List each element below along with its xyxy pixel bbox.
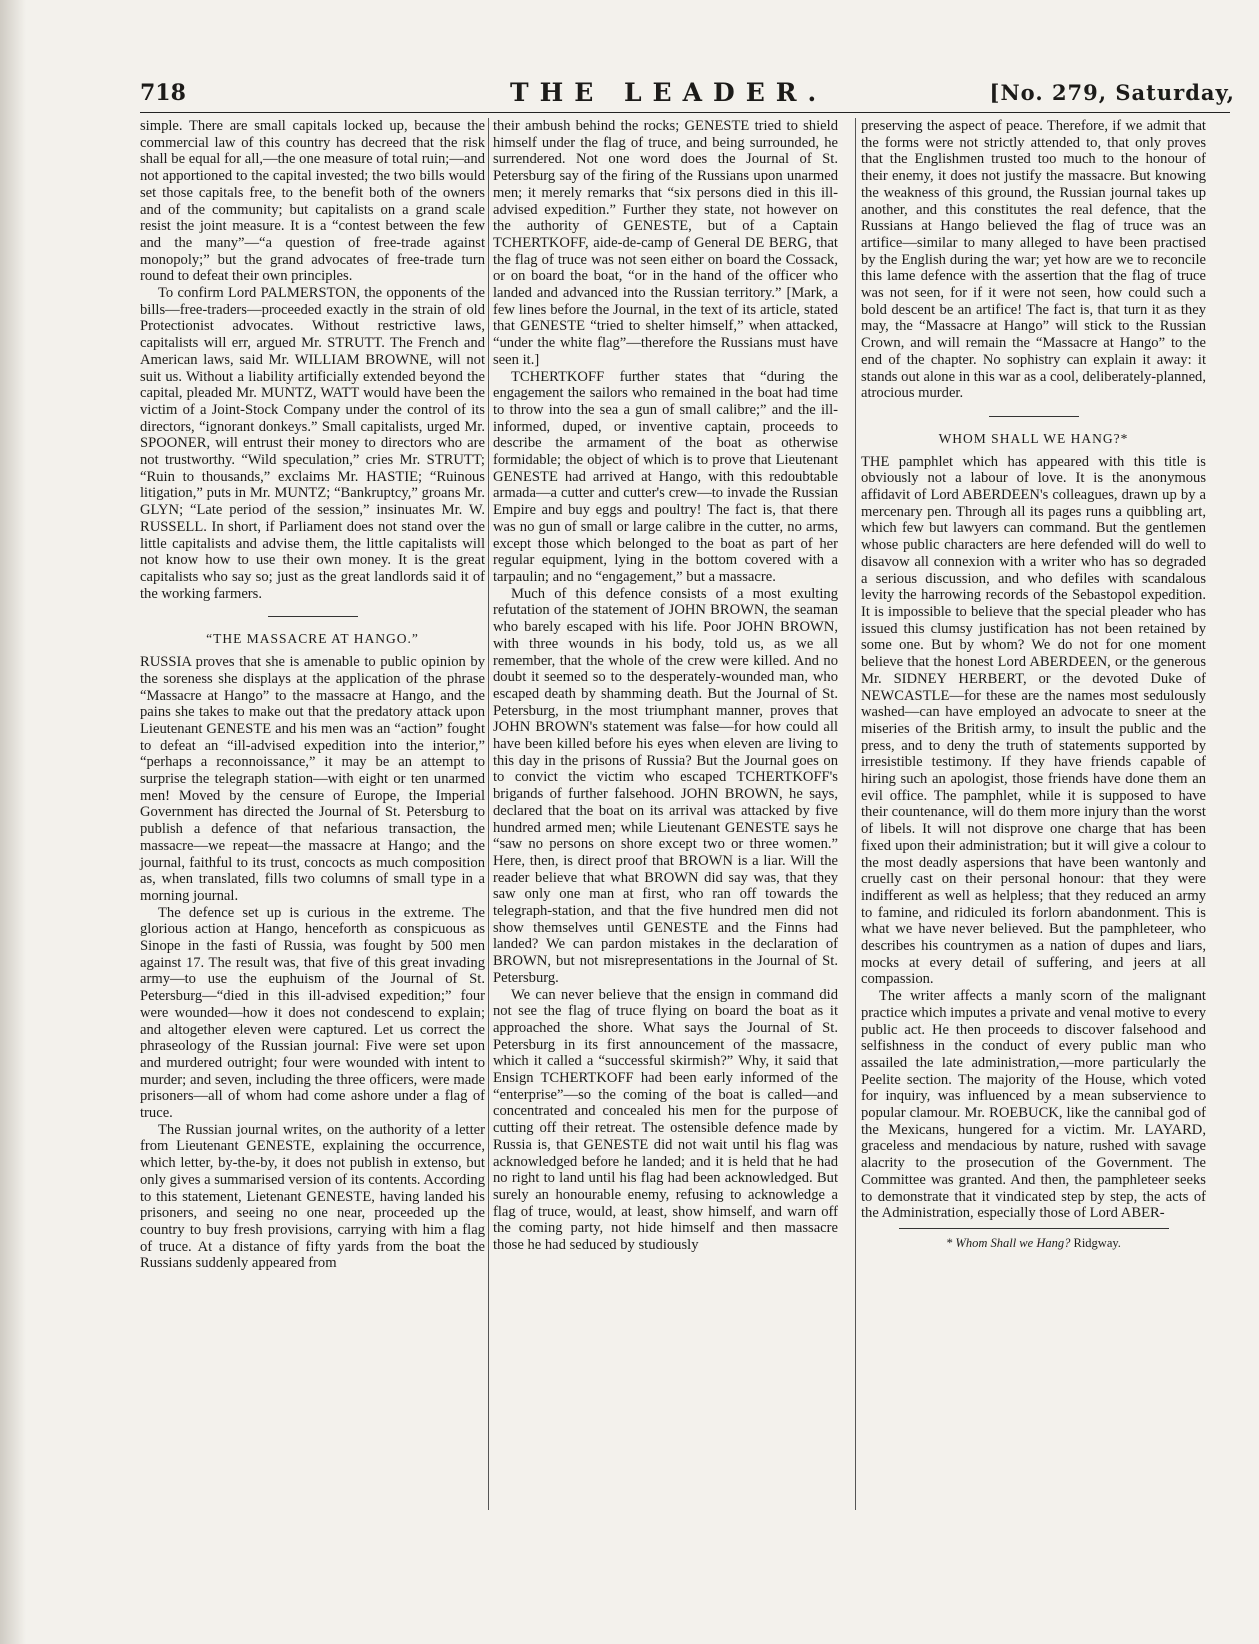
paragraph: RUSSIA proves that she is amenable to public opinion by the soreness she displays at the application of the phrase “Massacre at Hango” to the massacre at Hango, and the pains she takes to make out that the predatory attack upon Lieutenant GENESTE and his men was an “action” fought to defeat an “ill-advised expedition into the interior,” “perhaps a reconnoissance,” it may be an attempt to surprise the telegraph station—with eight or ten unarmed men! Moved by the censure of Europe, the Imperial Government has directed the Journal of St. Petersburg to publish a defence of that nefarious transaction, the massacre—we repeat—the massacre at Hango; and the journal, faithful to its trust, concocts as much composition as, when translated, fills two columns of small type in a morning journal. [140,654,485,904]
paragraph: simple. There are small capitals locked up, because the commercial law of this country has decreed that the risk shall be equal for all,—the one measure of total ruin;—and not apportioned to the capital invested; the two bills would set those capitals free, to the benefit both of the owners and of the community; but capitalists on a grand scale resist the joint measure. It is a “contest between the few and the many”—“a question of free-trade against monopoly;” but the grand advocates of free-trade turn round to defeat their own principles. [140,118,485,285]
paragraph: The Russian journal writes, on the authority of a letter from Lieutenant GENESTE, explaining the occurrence, which letter, by-the-by, it does not publish in extenso, but only gives a summarised version of its contents. According to this statement, Lietenant GENESTE, having landed his prisoners, and seeing no one near, proceeded up the country to buy fresh provisions, carrying with him a flag of truce. At a distance of fifty yards from the boat the Russians suddenly appeared from [140,1121,485,1272]
footnote-rule [899,1228,1169,1229]
paragraph: The writer affects a manly scorn of the malignant practice which imputes a private and venal motive to every public act. He then proceeds to discover falsehood and selfishness in the conduct of every public man who assailed the late administration,—more particularly the Peelite section. The majority of the House, which voted for inquiry, was influenced by a mean subservience to popular clamour. Mr. ROEBUCK, like the cannibal god of the Mexicans, hungered for a victim. Mr. LAYARD, graceless and mendacious by nature, rushed with savage alacrity to the prosecution of the Government. The Committee was granted. And then, the pamphleteer seeks to demonstrate that it vindicated step by step, the acts of the Administration, especially those of Lord ABER- [861,988,1206,1222]
footnote-publisher: Ridgway. [1073,1236,1121,1250]
section-divider [268,616,358,617]
column-divider [488,118,489,1510]
paragraph: preserving the aspect of peace. Therefore, if we admit that the forms were not strictly attended to, that only proves that the Englishmen trusted too much to the honour of their enemy, it does not justify the massacre. But knowing the weakness of this ground, the Russian journal takes up another, and this constitutes the real defence, that the Russians at Hango believed the flag of truce was an artifice—similar to many alleged to have been practised by the English during the war; yet how are we to reconcile this lame defence with the assertion that the flag of truce was not seen, for if it were not seen, how could such a bold descent be an artifice! The fact is, that turn it as they may, the “Massacre at Hango” will stick to the Russian Crown, and will remain the “Massacre at Hango” to the end of the chapter. No sophistry can explain it away: it stands out alone in this war as a cool, deliberately-planned, atrocious murder. [861,118,1206,402]
article-heading: WHOM SHALL WE HANG?* [938,430,1129,446]
section-divider [989,416,1079,417]
footnote [861,1235,1206,1252]
newspaper-title: THE LEADER. [510,78,828,107]
page-edge-shadow [0,0,26,1644]
article-heading: “THE MASSACRE AT HANGO.” [206,631,419,647]
paragraph: Much of this defence consists of a most exulting refutation of the statement of JOHN BROWN, the seaman who barely escaped with his life. Poor JOHN BROWN, with three wounds in his body, told us, as we all remember, that the whole of the crew were killed. And no doubt it seemed so to the desperately-wounded man, who escaped death by shamming death. But the Journal of St. Petersburg, in the most triumphant manner, proves that JOHN BROWN's statement was false—for how could all have been killed before his eyes when eleven are living to this day in the prisons of Russia? But the Journal goes on to convict the victim who escaped TCHERTKOFF's brigands of further falsehood. JOHN BROWN, he says, declared that the boat on its arrival was attacked by five hundred armed men; while Lieutenant GENESTE says he “saw no persons on shore except two or three women.” Here, then, is direct proof that BROWN is a liar. Will the reader believe that what BROWN did say was, that they saw only one man at first, who ran off towards the telegraph-station, and that the five hundred men did not show themselves until GENESTE and the Finns had landed? We can pardon mistakes in the declaration of BROWN, but not misrepresentations in the Journal of St. Petersburg. [493,585,838,986]
paragraph: The defence set up is curious in the extreme. The glorious action at Hango, henceforth as conspicuous as Sinope in the fasti of Russia, was fought by 500 men against 17. The result was, that five of this great invading army—to use the euphuism of the Journal of St. Petersburg—“died in this ill-advised expedition;” four were wounded—how it does not condescend to explain; and altogether eleven were captured. Let us correct the phraseology of the Russian journal: Five were set upon and murdered outright; four were wounded with intent to murder; and seven, including the three officers, were made prisoners—all of whom had come ashore under a flag of truce. [140,904,485,1122]
footnote-title: * Whom Shall we Hang? [946,1236,1071,1250]
paragraph: We can never believe that the ensign in command did not see the flag of truce flying on board the boat as it approached the shore. What says the Journal of St. Petersburg in its first announcement of the massacre, which it called a “successful skirmish?” Why, it said that Ensign TCHERTKOFF had been early informed of the “enterprise”—so the coming of the boat is called—and concentrated and concealed his men for the purpose of cutting off their retreat. The ostensible defence made by Russia is, that GENESTE did not wait until his flag was acknowledged before he landed; and it is held that he had no right to land until his flag had been acknowledged. But surely an honourable enemy, refusing to acknowledge a flag of truce, would, at least, show himself, and warn off the coming party, not hide himself and then massacre those he had seduced by studiously [493,986,838,1254]
header-rule [140,112,1230,113]
column-1 [140,118,485,1272]
column-divider [855,118,856,1510]
paragraph: their ambush behind the rocks; GENESTE tried to shield himself under the flag of truce, and being surrounded, he surrendered. Not one word does the Journal of St. Petersburg say of the firing of the Russians upon unarmed men; it merely remarks that “six persons died in this ill-advised expedition.” Further they state, not however on the authority of GENESTE, but of a Captain TCHERTKOFF, aide-de-camp of General DE BERG, that the flag of truce was not seen either on board the Cossack, or on board the boat, “or in the hand of the officer who landed and advanced into the Russian territory.” [Mark, a few lines before the Journal, in the text of its article, stated that GENESTE “tried to shelter himself,” when attacked, “under the white flag”—therefore the Russians must have seen it.] [493,118,838,368]
page-number: 718 [140,80,186,106]
issue-info: [No. 279, Saturday, [989,80,1235,105]
column-2 [493,118,838,1254]
column-3 [861,118,1206,1252]
paragraph: TCHERTKOFF further states that “during the engagement the sailors who remained in the boat had time to throw into the sea a gun of small calibre;” and the ill-informed, duped, or inventive captain, proceeds to describe the armament of the boat as otherwise formidable; the object of which is to prove that Lieutenant GENESTE had arrived at Hango, with this redoubtable armada—a cutter and cutter's crew—to invade the Russian Empire and buy eggs and poultry! The fact is, that there was no gun of small or large calibre in the cutter, no arms, except those which belonged to the boat as part of her regular equipment, lying in the bottom covered with a tarpaulin; and no “engagement,” but a massacre. [493,368,838,585]
paragraph: THE pamphlet which has appeared with this title is obviously not a labour of love. It is the anonymous affidavit of Lord ABERDEEN's colleagues, drawn up by a mercenary pen. Through all its pages runs a quibbling art, which few but lawyers can command. But the gentlemen whose public characters are here defended will do well to disavow all connexion with a writer who has so degraded a serious discussion, and who defiles with scandalous levity the harrowing records of the Sebastopol expedition. It is impossible to believe that the special pleader who has issued this clumsy justification has not been retained by some one. But by whom? We do not for one moment believe that the honest Lord ABERDEEN, or the generous Mr. SIDNEY HERBERT, or the devoted Duke of NEWCASTLE—for these are the names most sedulously washed—can have employed an advocate to sneer at the miseries of the British army, to insult the public and the press, and to deny the truth of statements supported by irresistible testimony. If they have friends capable of hiring such an apologist, those friends have done them an evil office. The pamphlet, while it is supposed to have their countenance, will do them more injury than the worst of libels. It will not disprove one charge that has been fixed upon their administration; but it will give a colour to the most deadly aspersions that have been wantonly and cruelly cast on their personal honour: that they were indifferent as well as helpless; that they reduced an army to famine, and ridiculed its forlorn abandonment. This is what we have never believed. But the pamphleteer, who describes his countrymen as a nation of dupes and liars, mocks at every detail of suffering, and jeers at all compassion. [861,453,1206,988]
masthead [140,76,1235,110]
paragraph: To confirm Lord PALMERSTON, the opponents of the bills—free-traders—proceeded exactly in the strain of old Protectionist advocates. Without restrictive laws, capitalists will err, argued Mr. STRUTT. The French and American laws, said Mr. WILLIAM BROWNE, will not suit us. Without a liability artificially extended beyond the capital, pleaded Mr. MUNTZ, WATT would have been the victim of a Joint-Stock Company under the control of its directors, “ignorant donkeys.” Small capitalists, urged Mr. SPOONER, will entrust their money to directors who are not trustworthy. “Wild speculation,” cries Mr. STRUTT; “Ruin to thousands,” exclaims Mr. HASTIE; “Ruinous litigation,” puts in Mr. MUNTZ; “Bankruptcy,” groans Mr. GLYN; “Late period of the session,” insinuates Mr. W. RUSSELL. In short, if Parliament does not stand over the little capitalists and advise them, the little capitalists will not know how to use their own money. It is the great capitalists who say so; just as the great landlords said it of the working farmers. [140,285,485,602]
